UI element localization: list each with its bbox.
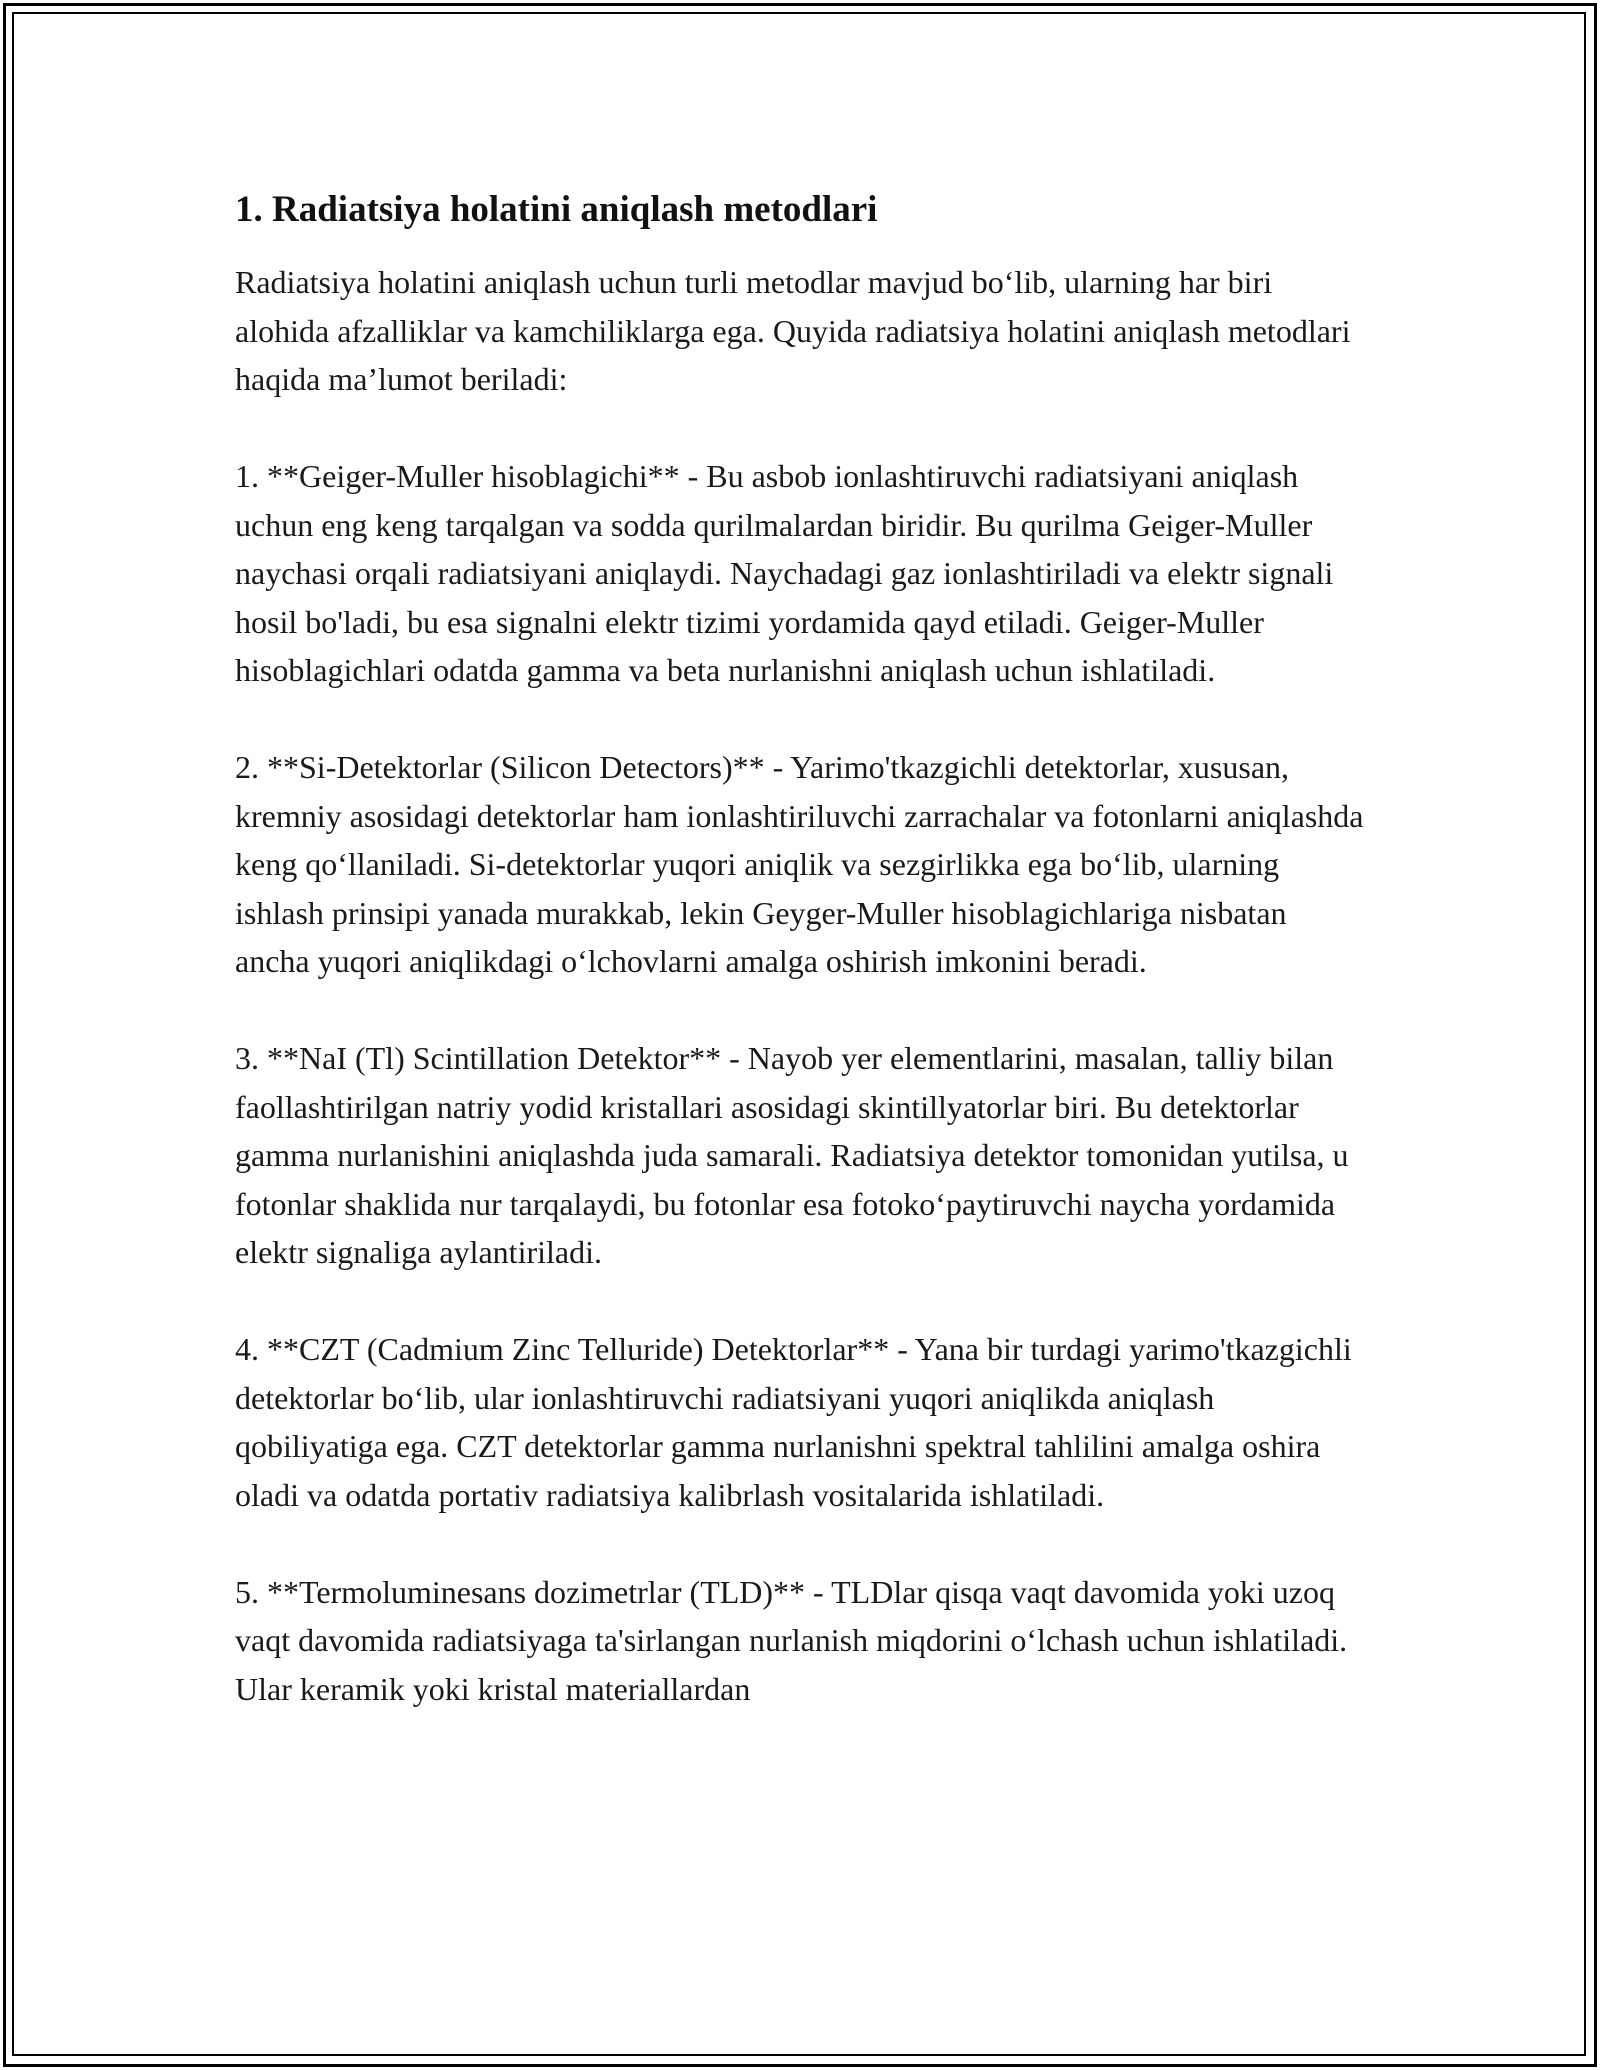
paragraph-czt-detectors: 4. **CZT (Cadmium Zinc Telluride) Detektorlar** - Yana bir turdagi yarimo'tkazgichli detektorlar boʻlib, ular ionlashtiruvchi radiatsiyani yuqori aniqlikda aniqlash qobiliyatiga ega. CZT detektorlar gamma nurlanishni spektral tahlilini amalga oshira oladi va odatda portativ radiatsiya kalibrlash vositalarida ishlatiladi. [235, 1331, 1352, 1513]
paragraph-geiger-muller: 1. **Geiger-Muller hisoblagichi** - Bu asbob ionlashtiruvchi radiatsiyani aniqlash uchun eng keng tarqalgan va sodda qurilmalardan biridir. Bu qurilma Geiger-Muller naychasi orqali radiatsiyani aniqlaydi. Naychadagi gaz ionlashtiriladi va elektr signali hosil bo'ladi, bu esa signalni elektr tizimi yordamida qayd etiladi. Geiger-Muller hisoblagichlari odatda gamma va beta nurlanishni aniqlash uchun ishlatiladi. [235, 458, 1334, 688]
paragraph-tld-dosimeters: 5. **Termoluminesans dozimetrlar (TLD)** - TLDlar qisqa vaqt davomida yoki uzoq vaqt davomida radiatsiyaga ta'sirlangan nurlanish miqdorini oʻlchash uchun ishlatiladi. Ular keramik yoki kristal materiallardan [235, 1573, 1348, 1707]
paragraph-nai-scintillation: 3. **NaI (Tl) Scintillation Detektor** - Nayob yer elementlarini, masalan, talliy bilan faollashtirilgan natriy yodid kristallari asosidagi skintillyatorlar biri. Bu detektorlar gamma nurlanishini aniqlashda juda samarali. Radiatsiya detektor tomonidan yutilsa, u fotonlar shaklida nur tarqalaydi, bu fotonlar esa fotokoʻpaytiruvchi naycha yordamida elektr signaliga aylantiriladi. [235, 1040, 1349, 1270]
paragraph-si-detectors: 2. **Si-Detektorlar (Silicon Detectors)** - Yarimo'tkazgichli detektorlar, xususan, kremniy asosidagi detektorlar ham ionlashtiriluvchi zarrachalar va fotonlarni aniqlashda keng qoʻllaniladi. Si-detektorlar yuqori aniqlik va sezgirlikka ega boʻlib, ularning ishlash prinsipi yanada murakkab, lekin Geyger-Muller hisoblagichlariga nisbatan ancha yuqori aniqlikdagi oʻlchovlarni amalga oshirish imkonini beradi. [235, 749, 1364, 979]
page-title: 1. Radiatsiya holatini aniqlash metodlari [235, 189, 878, 230]
intro-paragraph: Radiatsiya holatini aniqlash uchun turli metodlar mavjud boʻlib, ularning har biri alohida afzalliklar va kamchiliklarga ega. Quyida radiatsiya holatini aniqlash metodlari haqida maʼlumot beriladi: [235, 264, 1351, 397]
document-body [235, 186, 1375, 1762]
